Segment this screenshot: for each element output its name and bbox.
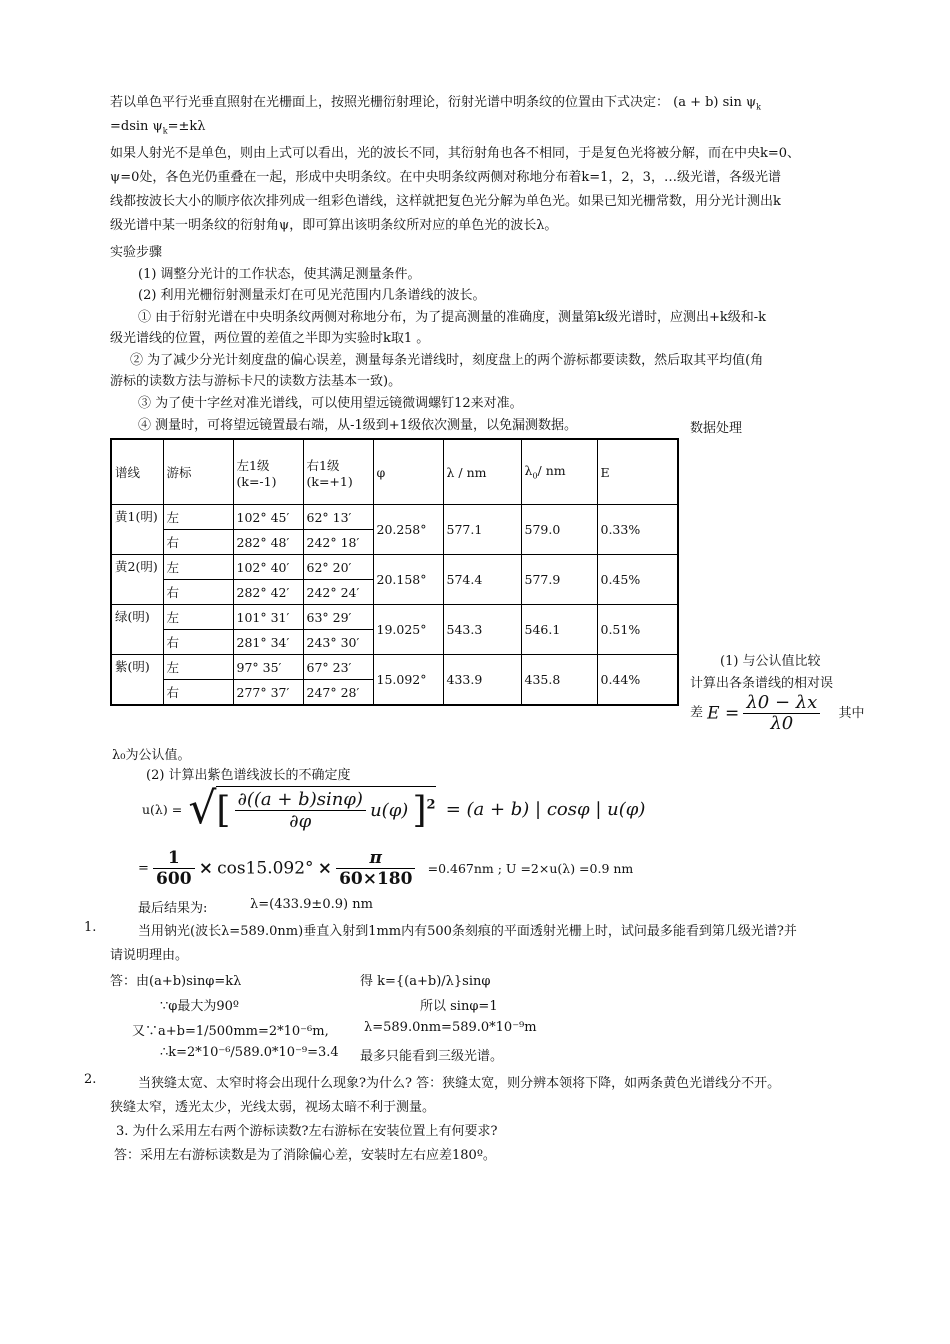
table-row bbox=[111, 655, 678, 680]
cell-phi: 15.092° bbox=[373, 655, 443, 706]
cell-right: 243° 30′ bbox=[303, 630, 373, 655]
step-1: (1) 调整分光计的工作状态，使其满足测量条件。 bbox=[138, 267, 421, 282]
step-2-1a: ① 由于衍射光谱在中央明条纹两侧对称地分布，为了提高测量的准确度，测量第k级光谱时，应测出+k级和-k bbox=[138, 310, 767, 325]
cell-left: 101° 31′ bbox=[233, 605, 303, 630]
cell-vernier: 左 bbox=[163, 605, 233, 630]
intro-para-3: 线都按波长大小的顺序依次排列成一组彩色谱线，这样就把复色光分解为单色光。如果已知光栅常数，用分光计测出k bbox=[110, 194, 781, 209]
step-2-3: ③ 为了使十字丝对准光谱线，可以使用望远镜微调螺钉12来对准。 bbox=[138, 396, 523, 411]
q1-answer-2b: 所以 sinφ=1 bbox=[420, 999, 498, 1014]
table-header-row bbox=[111, 439, 678, 505]
table-row bbox=[111, 505, 678, 530]
table-row bbox=[111, 605, 678, 630]
q1-answer-2a: ∵φ最大为90º bbox=[160, 999, 240, 1014]
cell-left: 102° 40′ bbox=[233, 555, 303, 580]
relative-error-formula: 差 E = $\frac{\lambda 0 - \lambda x}{\lambda 0}$ 其中 bbox=[690, 692, 865, 734]
q3-line-2: 答：采用左右游标读数是为了消除偏心差，安装时左右应差180º。 bbox=[114, 1148, 496, 1163]
cell-left: 282° 42′ bbox=[233, 580, 303, 605]
q2-line-1: 当狭缝太宽、太窄时将会出现什么现象?为什么? 答：狭缝太宽，则分辨本领将下降，如两条黄色光谱线分不开。 bbox=[138, 1076, 781, 1091]
cell-right: 67° 23′ bbox=[303, 655, 373, 680]
intro-para-4: 级光谱中某一明条纹的衍射角ψ，即可算出该明条纹所对应的单色光的波长λ。 bbox=[110, 218, 558, 233]
header-right1: 右1级 (k=+1) bbox=[303, 439, 373, 505]
cell-right: 63° 29′ bbox=[303, 605, 373, 630]
side-note-4: λ₀为公认值。 bbox=[112, 748, 191, 763]
header-phi: φ bbox=[373, 439, 443, 505]
cell-vernier: 左 bbox=[163, 555, 233, 580]
cell-line: 紫(明) bbox=[111, 655, 163, 706]
header-E: E bbox=[597, 439, 678, 505]
data-table bbox=[110, 438, 679, 706]
q1-line-2: 请说明理由。 bbox=[110, 948, 189, 963]
cell-vernier: 右 bbox=[163, 530, 233, 555]
q1-line-1: 当用钠光(波长λ=589.0nm)垂直入射到1mm内有500条刻痕的平面透射光栅上时，试问最多能看到第几级光谱?并 bbox=[138, 924, 797, 939]
q1-number: 1. bbox=[84, 920, 97, 935]
q1-answer-3b: λ=589.0nm=589.0*10⁻⁹m bbox=[364, 1020, 537, 1035]
q3-line-1: 3. 为什么采用左右两个游标读数?左右游标在安装位置上有何要求? bbox=[116, 1124, 498, 1139]
final-result-label: 最后结果为: bbox=[138, 901, 208, 916]
steps-title: 实验步骤 bbox=[110, 245, 163, 260]
cell-phi: 20.158° bbox=[373, 555, 443, 605]
q1-answer-4a: ∴k=2*10⁻⁶/589.0*10⁻⁹=3.4 bbox=[160, 1045, 339, 1060]
cell-line: 绿(明) bbox=[111, 605, 163, 655]
cell-line: 黄2(明) bbox=[111, 555, 163, 605]
cell-vernier: 右 bbox=[163, 580, 233, 605]
cell-phi: 20.258° bbox=[373, 505, 443, 555]
step-2-2a: ② 为了减少分光计刻度盘的偏心误差，测量每条光谱线时，刻度盘上的两个游标都要读数，然后取其平均值(角 bbox=[130, 353, 764, 368]
cell-lambda0: 579.0 bbox=[521, 505, 597, 555]
cell-vernier: 右 bbox=[163, 630, 233, 655]
cell-vernier: 左 bbox=[163, 505, 233, 530]
cell-lambda: 543.3 bbox=[443, 605, 521, 655]
cell-right: 242° 24′ bbox=[303, 580, 373, 605]
q1-answer-4b: 最多只能看到三级光谱。 bbox=[360, 1049, 504, 1064]
side-note-1: (1) 与公认值比较 bbox=[720, 654, 821, 669]
step-2-2b: 游标的读数方法与游标卡尺的读数方法基本一致)。 bbox=[110, 374, 402, 389]
cell-lambda: 433.9 bbox=[443, 655, 521, 706]
cell-lambda0: 577.9 bbox=[521, 555, 597, 605]
cell-vernier: 左 bbox=[163, 655, 233, 680]
uncertainty-numeric: = $\frac{1}{600}$ × cos15.092° × $\frac{\pi}{60\times 180}$ =0.467nm ; U =2×u(λ) =0.9 nm bbox=[138, 848, 634, 889]
cell-E: 0.45% bbox=[597, 555, 678, 605]
cell-left: 282° 48′ bbox=[233, 530, 303, 555]
cell-lambda: 577.1 bbox=[443, 505, 521, 555]
step-2: (2) 利用光栅衍射测量汞灯在可见光范围内几条谱线的波长。 bbox=[138, 288, 486, 303]
cell-left: 281° 34′ bbox=[233, 630, 303, 655]
intro-line-1: 若以单色平行光垂直照射在光栅面上，按照光栅衍射理论，衍射光谱中明条纹的位置由下式决定： (a + b) $\sin \psi_k$ bbox=[110, 95, 762, 112]
intro-para-2: ψ=0处，各色光仍重叠在一起，形成中央明条纹。在中央明条纹两侧对称地分布着k=1，2，3，…级光谱，各级光谱 bbox=[110, 170, 781, 185]
cell-vernier: 右 bbox=[163, 680, 233, 706]
cell-left: 277° 37′ bbox=[233, 680, 303, 706]
table-row bbox=[111, 555, 678, 580]
cell-lambda0: 546.1 bbox=[521, 605, 597, 655]
cell-line: 黄1(明) bbox=[111, 505, 163, 555]
data-processing-label: 数据处理 bbox=[690, 421, 743, 436]
cell-lambda: 574.4 bbox=[443, 555, 521, 605]
header-left1: 左1级 (k=-1) bbox=[233, 439, 303, 505]
intro-para-1: 如果人射光不是单色，则由上式可以看出，光的波长不同，其衍射角也各不相同，于是复色光将被分解，而在中央k=0、 bbox=[110, 146, 801, 161]
q2-number: 2. bbox=[84, 1072, 97, 1087]
q1-answer-1a: 答：由(a+b)sinφ=kλ bbox=[110, 974, 242, 989]
q1-answer-3a: 又∵a+b=1/500mm=2*10⁻⁶m, bbox=[132, 1024, 329, 1039]
header-vernier: 游标 bbox=[163, 439, 233, 505]
cell-left: 102° 45′ bbox=[233, 505, 303, 530]
header-line: 谱线 bbox=[111, 439, 163, 505]
step-2-1b: 级光谱线的位置，两位置的差值之半即为实验时k取1 。 bbox=[110, 331, 430, 346]
cell-right: 62° 13′ bbox=[303, 505, 373, 530]
q1-answer-1b: 得 k={(a+b)/λ}sinφ bbox=[360, 974, 491, 989]
cell-right: 242° 18′ bbox=[303, 530, 373, 555]
cell-phi: 19.025° bbox=[373, 605, 443, 655]
header-lambda0: $\lambda_0/$ nm bbox=[521, 439, 597, 505]
uncertainty-title: (2) 计算出紫色谱线波长的不确定度 bbox=[146, 768, 351, 783]
cell-right: 62° 20′ bbox=[303, 555, 373, 580]
cell-E: 0.51% bbox=[597, 605, 678, 655]
q2-line-2: 狭缝太窄，透光太少，光线太弱，视场太暗不利于测量。 bbox=[110, 1100, 436, 1115]
cell-E: 0.44% bbox=[597, 655, 678, 706]
cell-lambda0: 435.8 bbox=[521, 655, 597, 706]
intro-line-2: =dsin $\psi_k=\pm k\lambda$ bbox=[110, 119, 206, 136]
side-note-2: 计算出各条谱线的相对误 bbox=[690, 676, 834, 691]
step-2-4: ④ 测量时，可将望远镜置最右端，从-1级到+1级依次测量，以免漏测数据。 bbox=[138, 418, 577, 433]
header-lambda: λ / nm bbox=[443, 439, 521, 505]
cell-E: 0.33% bbox=[597, 505, 678, 555]
cell-left: 97° 35′ bbox=[233, 655, 303, 680]
uncertainty-formula: u(λ) = √[ $\frac{\partial((a + b)\sin\varphi)}{\partial\varphi}$ u(φ) ]$^2$ = (a + b) | cosφ | u(φ) bbox=[142, 783, 646, 834]
cell-right: 247° 28′ bbox=[303, 680, 373, 706]
final-result-value: λ=(433.9±0.9) nm bbox=[250, 897, 373, 912]
